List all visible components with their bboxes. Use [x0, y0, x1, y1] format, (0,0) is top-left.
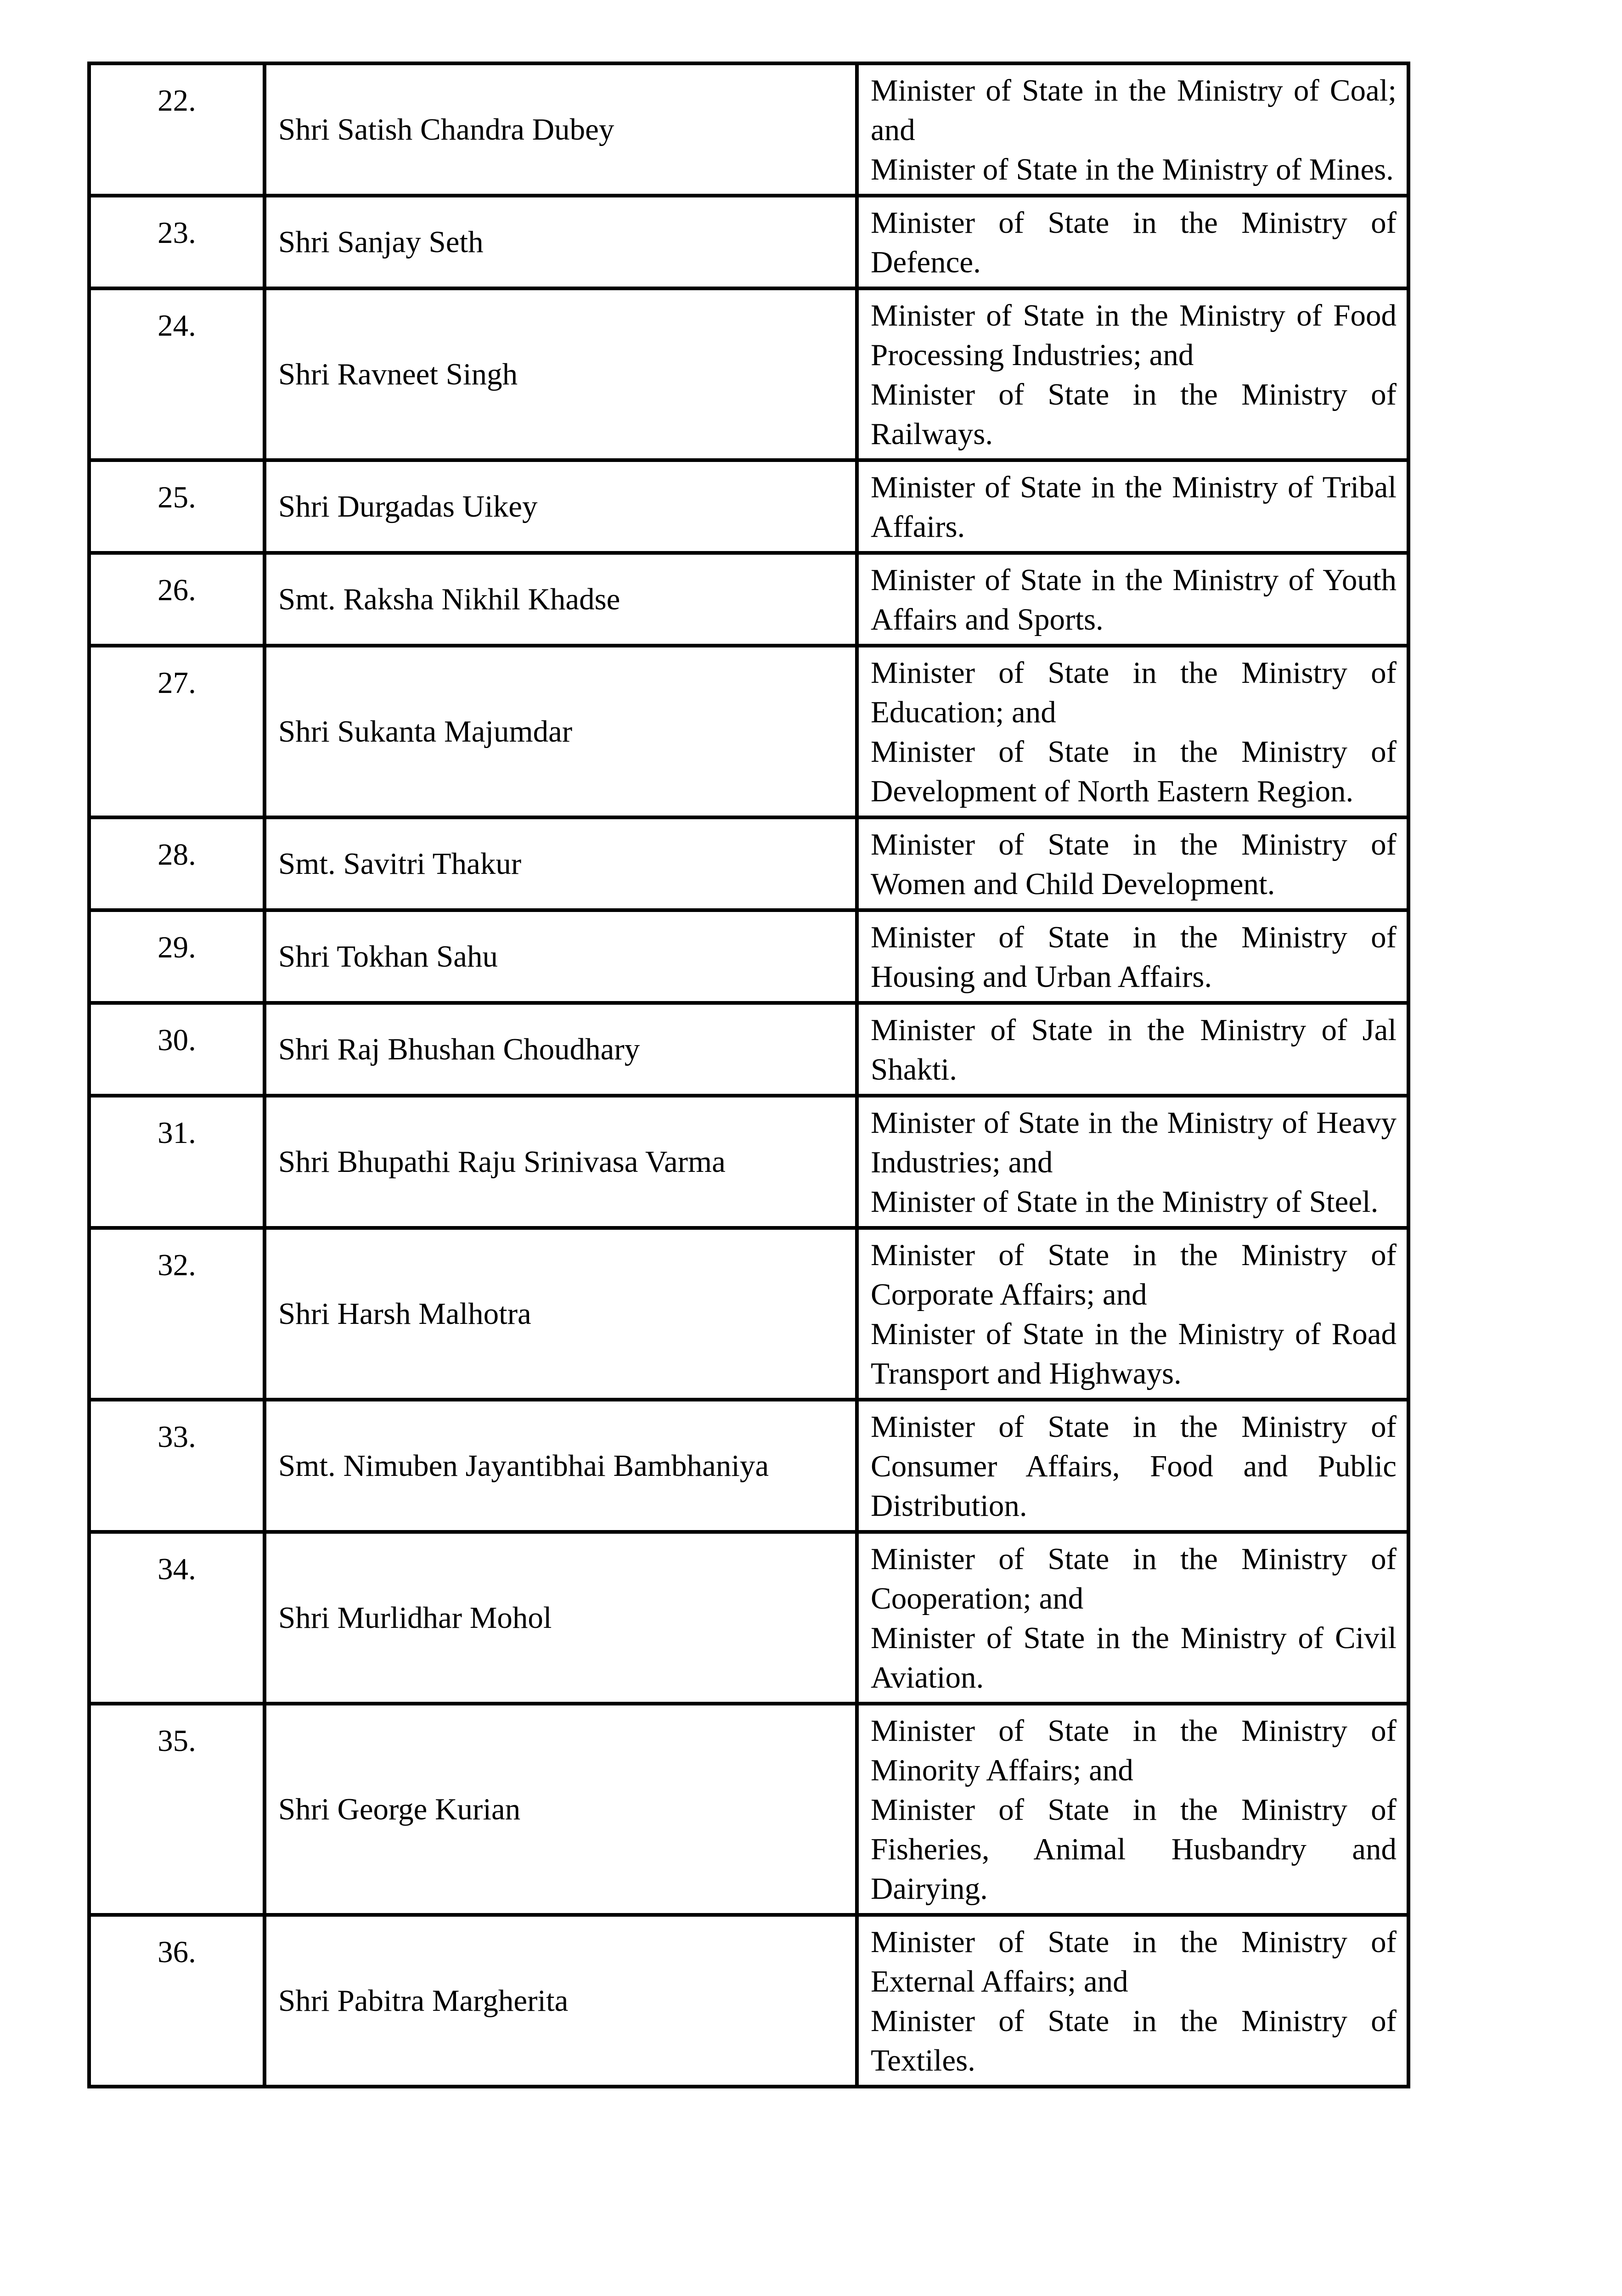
table-row [89, 1532, 1408, 1704]
table-row [89, 910, 1408, 1003]
portfolio-line: Minister of State in the Ministry of Consumer Affairs, Food and Public Distribution. [871, 1410, 1397, 1523]
portfolio-cell [857, 288, 1408, 460]
serial-number: 26. [89, 553, 265, 646]
portfolio-cell [857, 1228, 1408, 1400]
portfolio-line: Minister of State in the Ministry of Food Processing Industries; and [871, 298, 1397, 372]
portfolio-cell [857, 910, 1408, 1003]
portfolio-cell [857, 1003, 1408, 1096]
portfolio-line: Minister of State in the Ministry of Housing and Urban Affairs. [871, 920, 1397, 994]
minister-name: Smt. Raksha Nikhil Khadse [265, 553, 857, 646]
portfolio-cell [857, 196, 1408, 288]
portfolio-line: Minister of State in the Ministry of Development of North Eastern Region. [871, 735, 1397, 808]
minister-name: Shri Murlidhar Mohol [265, 1532, 857, 1704]
minister-name: Shri Bhupathi Raju Srinivasa Varma [265, 1096, 857, 1228]
portfolio-line: Minister of State in the Ministry of Road Transport and Highways. [871, 1317, 1397, 1390]
table-row [89, 1915, 1408, 2087]
serial-number: 32. [89, 1228, 265, 1400]
portfolio-line: Minister of State in the Ministry of Jal Shakti. [871, 1013, 1397, 1086]
serial-number: 29. [89, 910, 265, 1003]
minister-name: Shri George Kurian [265, 1704, 857, 1915]
serial-number: 22. [89, 63, 265, 196]
minister-name: Shri Tokhan Sahu [265, 910, 857, 1003]
serial-number: 28. [89, 817, 265, 910]
portfolio-line: Minister of State in the Ministry of Tribal Affairs. [871, 470, 1397, 544]
table-row [89, 288, 1408, 460]
portfolio-line: Minister of State in the Ministry of Heavy Industries; and [871, 1106, 1397, 1179]
minister-name: Shri Sanjay Seth [265, 196, 857, 288]
table-body [89, 63, 1408, 2087]
serial-number: 33. [89, 1400, 265, 1532]
portfolio-cell [857, 1915, 1408, 2087]
portfolio-line: Minister of State in the Ministry of Civil Aviation. [871, 1621, 1397, 1694]
portfolio-cell [857, 1096, 1408, 1228]
table-row [89, 1096, 1408, 1228]
serial-number: 30. [89, 1003, 265, 1096]
serial-number: 31. [89, 1096, 265, 1228]
minister-name: Shri Raj Bhushan Choudhary [265, 1003, 857, 1096]
portfolio-cell [857, 553, 1408, 646]
serial-number: 23. [89, 196, 265, 288]
serial-number: 36. [89, 1915, 265, 2087]
minister-name: Shri Satish Chandra Dubey [265, 63, 857, 196]
table-row [89, 1228, 1408, 1400]
portfolio-line: Minister of State in the Ministry of Minority Affairs; and [871, 1714, 1397, 1787]
table-row [89, 646, 1408, 817]
portfolio-cell [857, 63, 1408, 196]
table-row [89, 1704, 1408, 1915]
portfolio-line: Minister of State in the Ministry of Steel. [871, 1185, 1379, 1219]
portfolio-line: Minister of State in the Ministry of External Affairs; and [871, 1925, 1397, 1998]
portfolio-cell [857, 1400, 1408, 1532]
portfolio-line: Minister of State in the Ministry of Cooperation; and [871, 1542, 1397, 1615]
serial-number: 35. [89, 1704, 265, 1915]
minister-name: Shri Ravneet Singh [265, 288, 857, 460]
minister-name: Smt. Nimuben Jayantibhai Bambhaniya [265, 1400, 857, 1532]
table-row [89, 63, 1408, 196]
portfolio-line: Minister of State in the Ministry of Fisheries, Animal Husbandry and Dairying. [871, 1793, 1397, 1906]
portfolio-cell [857, 646, 1408, 817]
minister-name: Shri Harsh Malhotra [265, 1228, 857, 1400]
serial-number: 24. [89, 288, 265, 460]
minister-name: Shri Pabitra Margherita [265, 1915, 857, 2087]
serial-number: 34. [89, 1532, 265, 1704]
portfolio-line: Minister of State in the Ministry of Education; and [871, 656, 1397, 729]
minister-name: Smt. Savitri Thakur [265, 817, 857, 910]
table-row [89, 1400, 1408, 1532]
portfolio-line: Minister of State in the Ministry of Textiles. [871, 2004, 1397, 2077]
table-row [89, 1003, 1408, 1096]
portfolio-line: Minister of State in the Ministry of Coal; and [871, 73, 1397, 147]
table-row [89, 460, 1408, 553]
portfolio-line: Minister of State in the Ministry of Corporate Affairs; and [871, 1238, 1397, 1311]
ministers-table [87, 62, 1410, 2088]
portfolio-line: Minister of State in the Ministry of Railways. [871, 377, 1397, 451]
minister-name: Shri Durgadas Uikey [265, 460, 857, 553]
portfolio-cell [857, 460, 1408, 553]
portfolio-line: Minister of State in the Ministry of Women and Child Development. [871, 827, 1397, 901]
serial-number: 25. [89, 460, 265, 553]
table-row [89, 553, 1408, 646]
portfolio-line: Minister of State in the Ministry of Mines. [871, 152, 1394, 186]
table-row [89, 817, 1408, 910]
portfolio-cell [857, 1532, 1408, 1704]
serial-number: 27. [89, 646, 265, 817]
minister-name: Shri Sukanta Majumdar [265, 646, 857, 817]
portfolio-cell [857, 1704, 1408, 1915]
portfolio-line: Minister of State in the Ministry of Defence. [871, 206, 1397, 279]
portfolio-line: Minister of State in the Ministry of Youth Affairs and Sports. [871, 563, 1397, 636]
portfolio-cell [857, 817, 1408, 910]
table-row [89, 196, 1408, 288]
